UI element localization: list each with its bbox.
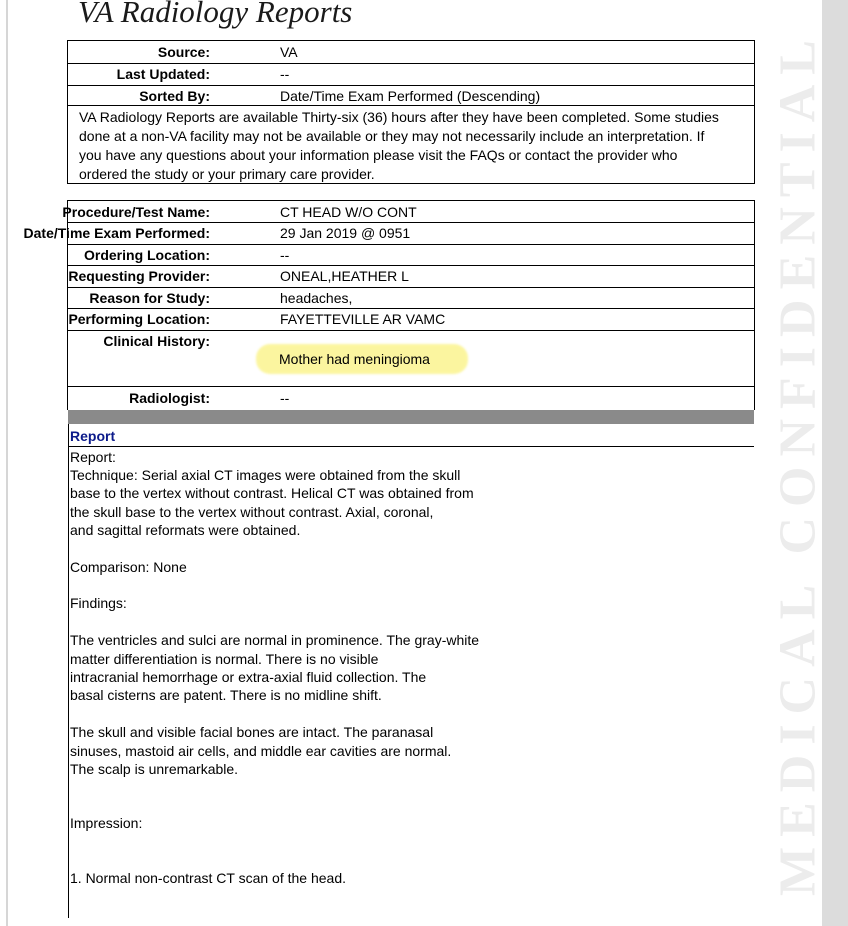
- procedure-label: Procedure/Test Name:: [62, 204, 210, 220]
- source-label: Source:: [157, 44, 210, 60]
- report-line: the skull base to the vertex without contrast. Axial, coronal,: [70, 504, 434, 520]
- document-title: VA Radiology Reports: [78, 0, 353, 29]
- report-line: Impression:: [70, 815, 143, 831]
- report-line: base to the vertex without contrast. Helical CT was obtained from: [70, 485, 474, 501]
- radiologist-value: --: [280, 390, 290, 406]
- page-edge: [6, 0, 8, 926]
- notice-line: ordered the study or your primary care provider.: [79, 166, 375, 182]
- notice-line: done at a non-VA facility may not be available or they may not necessarily include an interpretation. If: [79, 128, 705, 144]
- last-updated-label: Last Updated:: [116, 66, 210, 82]
- report-line: The ventricles and sulci are normal in prominence. The gray-white: [70, 632, 480, 648]
- sorted-by-row: [68, 86, 754, 107]
- requesting-provider-row: [68, 266, 754, 287]
- exam-datetime-value: 29 Jan 2019 @ 0951: [280, 225, 411, 241]
- last-updated-value: --: [280, 66, 290, 82]
- report-line: sinuses, mastoid air cells, and middle ear cavities are normal.: [70, 743, 452, 759]
- source-row: [68, 42, 754, 63]
- performing-location-value: FAYETTEVILLE AR VAMC: [280, 311, 446, 327]
- report-section-heading: Report: [70, 428, 116, 444]
- clinical-history-label: Clinical History:: [103, 333, 210, 349]
- reason-for-study-row: [68, 288, 754, 309]
- report-line: Report:: [70, 449, 116, 465]
- exam-datetime-label: Date/Time Exam Performed:: [23, 225, 210, 241]
- report-line: Technique: Serial axial CT images were obtained from the skull: [70, 467, 461, 483]
- procedure-value: CT HEAD W/O CONT: [280, 204, 417, 220]
- performing-location-row: [68, 309, 754, 330]
- ordering-location-value: --: [280, 247, 290, 263]
- radiologist-label: Radiologist:: [129, 390, 210, 406]
- ordering-location-label: Ordering Location:: [84, 247, 210, 263]
- report-line: Comparison: None: [70, 559, 187, 575]
- sorted-by-value: Date/Time Exam Performed (Descending): [280, 88, 541, 104]
- last-updated-row: [68, 64, 754, 85]
- section-separator-bar: [68, 410, 754, 424]
- clinical-history-value: Mother had meningioma: [279, 351, 430, 367]
- exam-datetime-row: [23, 223, 754, 244]
- report-heading-rule: [68, 446, 754, 447]
- performing-location-label: Performing Location:: [68, 311, 210, 327]
- radiologist-row: [68, 388, 754, 409]
- reason-for-study-value: headaches,: [280, 290, 353, 306]
- report-line: matter differentiation is normal. There is no visible: [70, 651, 379, 667]
- exam-details-box: [23, 200, 755, 410]
- availability-notice: [79, 108, 749, 184]
- report-left-border: [68, 424, 69, 918]
- requesting-provider-label: Requesting Provider:: [68, 268, 210, 284]
- report-line: 1. Normal non-contrast CT scan of the head.: [70, 870, 346, 886]
- ordering-location-row: [68, 245, 754, 266]
- source-value: VA: [280, 44, 298, 60]
- source-info-box: [67, 40, 755, 184]
- confidential-watermark: MEDICAL CONFIDENTIAL: [769, 30, 827, 896]
- report-line: The scalp is unremarkable.: [70, 761, 239, 777]
- reason-for-study-label: Reason for Study:: [89, 290, 210, 306]
- report-line: basal cisterns are patent. There is no midline shift.: [70, 687, 382, 703]
- notice-line: VA Radiology Reports are available Thirty-six (36) hours after they have been completed. Some studies: [79, 109, 719, 125]
- sorted-by-label: Sorted By:: [139, 88, 210, 104]
- procedure-row: [62, 202, 754, 223]
- report-line: and sagittal reformats were obtained.: [70, 522, 301, 538]
- report-line: Findings:: [70, 595, 127, 611]
- report-line: intracranial hemorrhage or extra-axial fluid collection. The: [70, 669, 427, 685]
- report-line: The skull and visible facial bones are intact. The paranasal: [70, 724, 434, 740]
- requesting-provider-value: ONEAL,HEATHER L: [280, 268, 409, 284]
- notice-line: you have any questions about your information please visit the FAQs or contact the provider who: [79, 147, 678, 163]
